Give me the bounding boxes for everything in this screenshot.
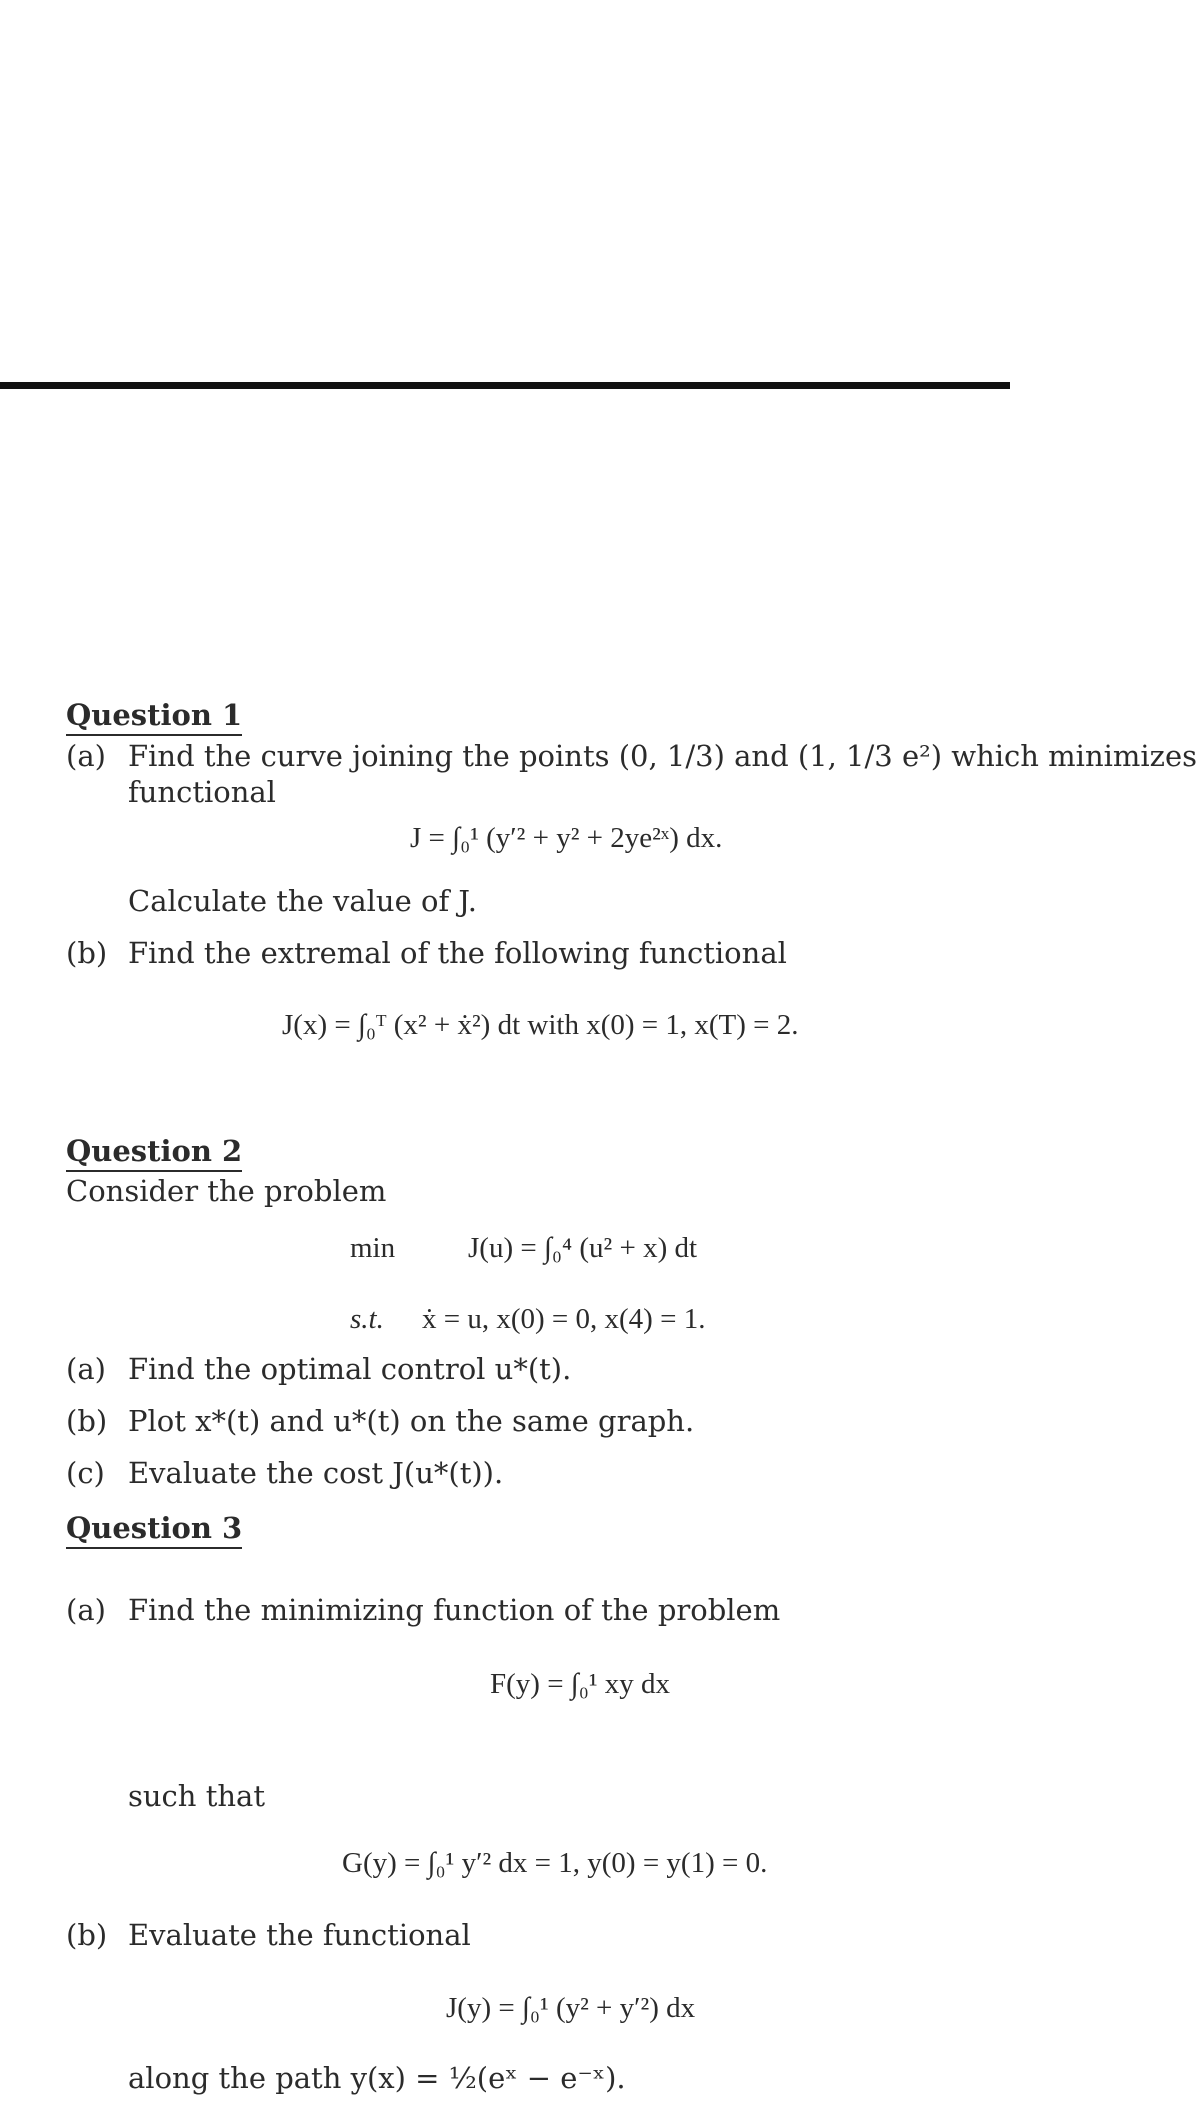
q2-intro: Consider the problem (66, 1174, 387, 1208)
q1-a-text: Find the curve joining the points (0, 1/3) and (1, 1/3 e²) which minimizes (128, 739, 1197, 773)
q3-along-path: along the path y(x) = ½(eˣ − e⁻ˣ). (128, 2061, 626, 2095)
q3-b-text: Evaluate the functional (128, 1918, 471, 1952)
q2-a-text: Find the optimal control u*(t). (128, 1352, 572, 1386)
q2-b-text: Plot x*(t) and u*(t) on the same graph. (128, 1404, 695, 1438)
q3-a-equation: F(y) = ∫₀¹ xy dx (490, 1668, 671, 1700)
q2-min-label: min (350, 1232, 396, 1264)
q3-constraint-equation: G(y) = ∫₀¹ y′² dx = 1, y(0) = y(1) = 0. (342, 1847, 768, 1879)
q1-a-label: (a) (66, 739, 106, 773)
q2-constraints: ẋ = u, x(0) = 0, x(4) = 1. (422, 1303, 706, 1335)
question-3-heading: Question 3 (66, 1510, 242, 1549)
q1-b-equation: J(x) = ∫₀ᵀ (x² + ẋ²) dt with x(0) = 1, x(T) = 2. (282, 1009, 799, 1041)
question-2-heading: Question 2 (66, 1133, 242, 1172)
q3-b-label: (b) (66, 1918, 108, 1952)
q2-b-label: (b) (66, 1404, 108, 1438)
q1-b-text: Find the extremal of the following functional (128, 936, 787, 970)
q1-a-text-cont: functional (128, 775, 276, 809)
q1-a-calc: Calculate the value of J. (128, 884, 477, 918)
q3-a-text: Find the minimizing function of the problem (128, 1593, 781, 1627)
q3-such-that: such that (128, 1779, 265, 1813)
q2-a-label: (a) (66, 1352, 106, 1386)
q2-st-label: s.t. (350, 1303, 384, 1335)
q1-b-label: (b) (66, 936, 108, 970)
q2-objective: J(u) = ∫₀⁴ (u² + x) dt (468, 1232, 698, 1264)
q1-a-equation: J = ∫₀¹ (y′² + y² + 2ye²ˣ) dx. (410, 822, 723, 854)
divider-rule (0, 382, 1010, 389)
q3-a-label: (a) (66, 1593, 106, 1627)
q2-c-text: Evaluate the cost J(u*(t)). (128, 1456, 504, 1490)
q2-c-label: (c) (66, 1456, 105, 1490)
question-1-heading: Question 1 (66, 697, 242, 736)
q3-b-equation: J(y) = ∫₀¹ (y² + y′²) dx (446, 1992, 696, 2024)
